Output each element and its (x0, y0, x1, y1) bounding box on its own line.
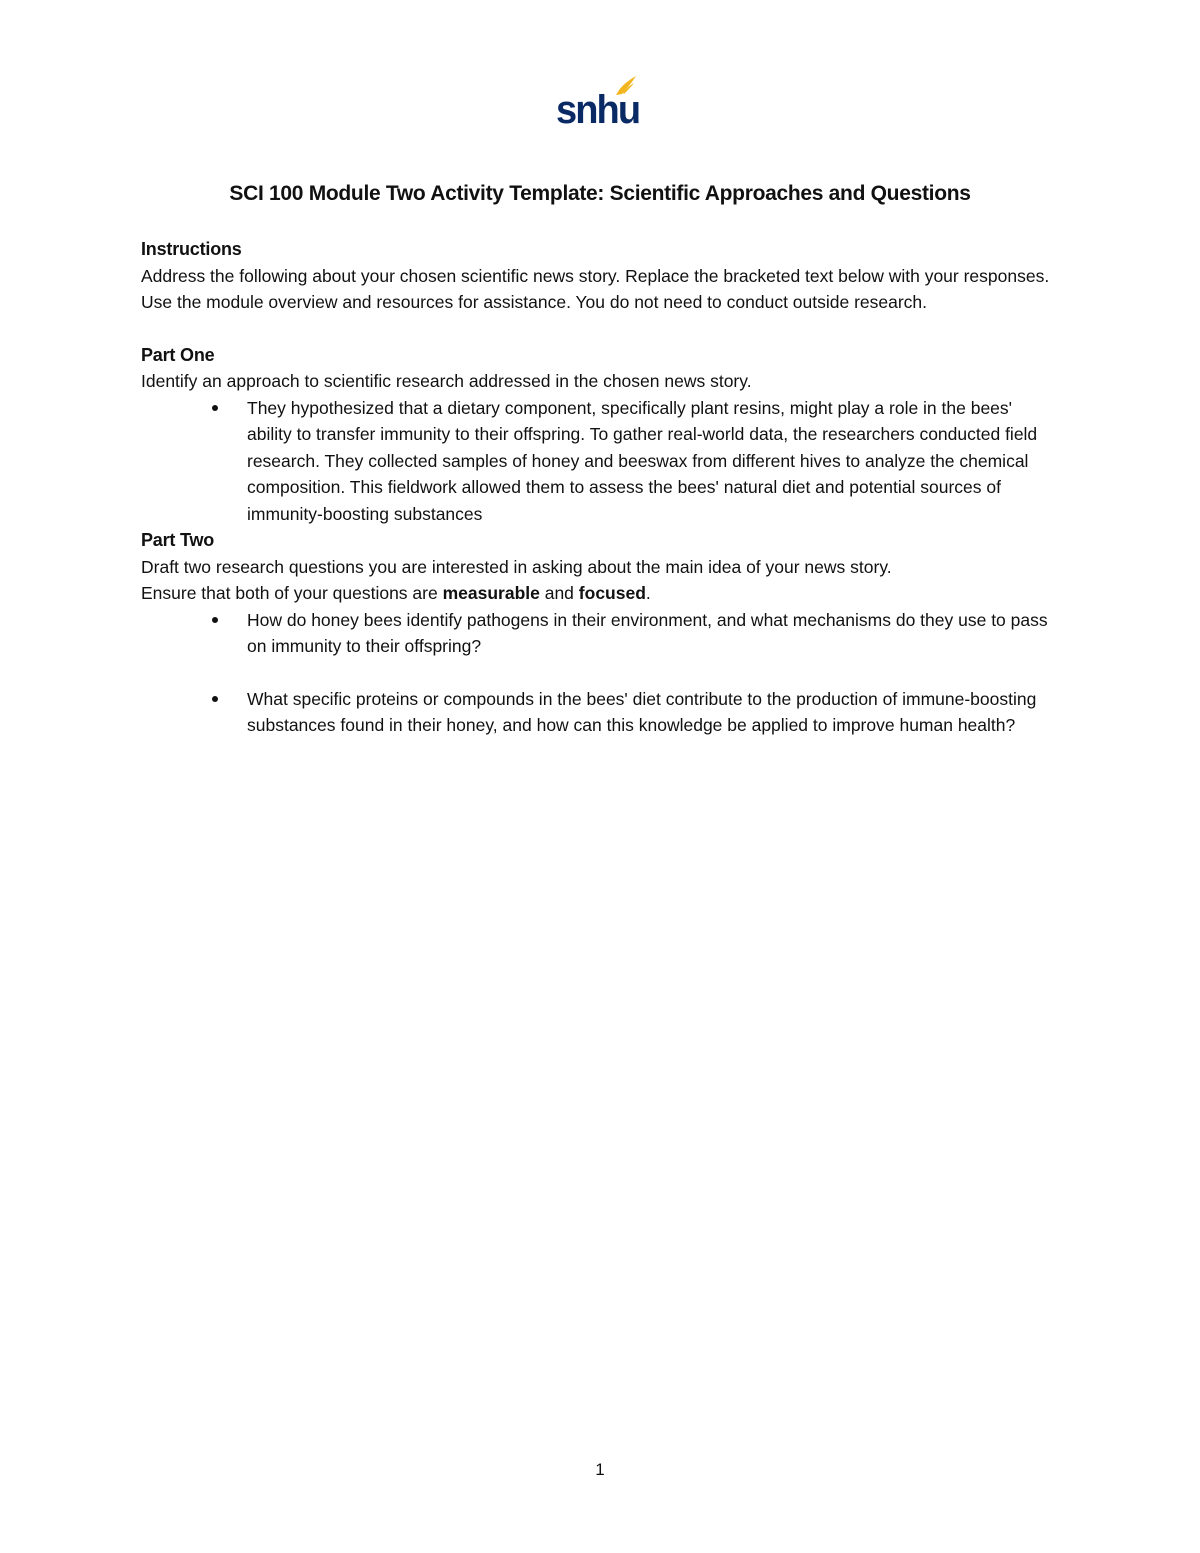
part-two-bullet-list (141, 607, 1061, 739)
part-one-prompt: Identify an approach to scientific research addressed in the chosen news story. (141, 371, 752, 391)
research-question-2: What specific proteins or compounds in the bees' diet contribute to the production of immune-boosting substances found in their honey, and how can this knowledge be applied to improve human health? (247, 688, 1037, 735)
snhu-logo (556, 74, 638, 132)
part-one-heading: Part One (141, 344, 215, 365)
bullet-icon (212, 405, 218, 411)
list-item (141, 686, 1061, 739)
part-two-prompt-line2 (141, 580, 1061, 607)
part-two-prompt-line1: Draft two research questions you are interested in asking about the main idea of your news story. (141, 556, 892, 577)
emphasis-focused: focused (578, 583, 646, 603)
document-title: SCI 100 Module Two Activity Template: Scientific Approaches and Questions (229, 182, 971, 205)
list-item (141, 607, 1061, 660)
logo-text: snhu (556, 88, 640, 132)
bullet-icon (212, 696, 218, 702)
research-question-1: How do honey bees identify pathogens in their environment, and what mechanisms do they use to pass on immunity to their offspring? (247, 609, 1048, 656)
prompt-text: Ensure that both of your questions are (141, 583, 443, 603)
instructions-text: Address the following about your chosen scientific news story. Replace the bracketed text below with your responses. Use the module overview and resources for assistance. You do not need to conduct outside research. (141, 265, 1050, 312)
list-item (141, 395, 1061, 528)
spacer (141, 316, 1061, 342)
part-two-heading: Part Two (141, 530, 215, 550)
part-one-answer: They hypothesized that a dietary component, specifically plant resins, might play a role in the bees' ability to transfer immunity to their offspring. To gather real-world data, the researchers conducted field research. They collected samples of honey and beeswax from different hives to analyze the chemical composition. This fieldwork allowed them to assess the bees' natural diet and potential sources of immunity-boosting substances (247, 397, 1038, 524)
bullet-icon (212, 617, 218, 623)
emphasis-measurable: measurable (442, 583, 540, 603)
document-body (141, 236, 1061, 739)
page-number: 1 (595, 1460, 605, 1479)
prompt-text: . (645, 583, 651, 603)
prompt-text: and (539, 583, 579, 603)
part-one-bullet-list (141, 395, 1061, 528)
instructions-heading: Instructions (141, 239, 242, 259)
